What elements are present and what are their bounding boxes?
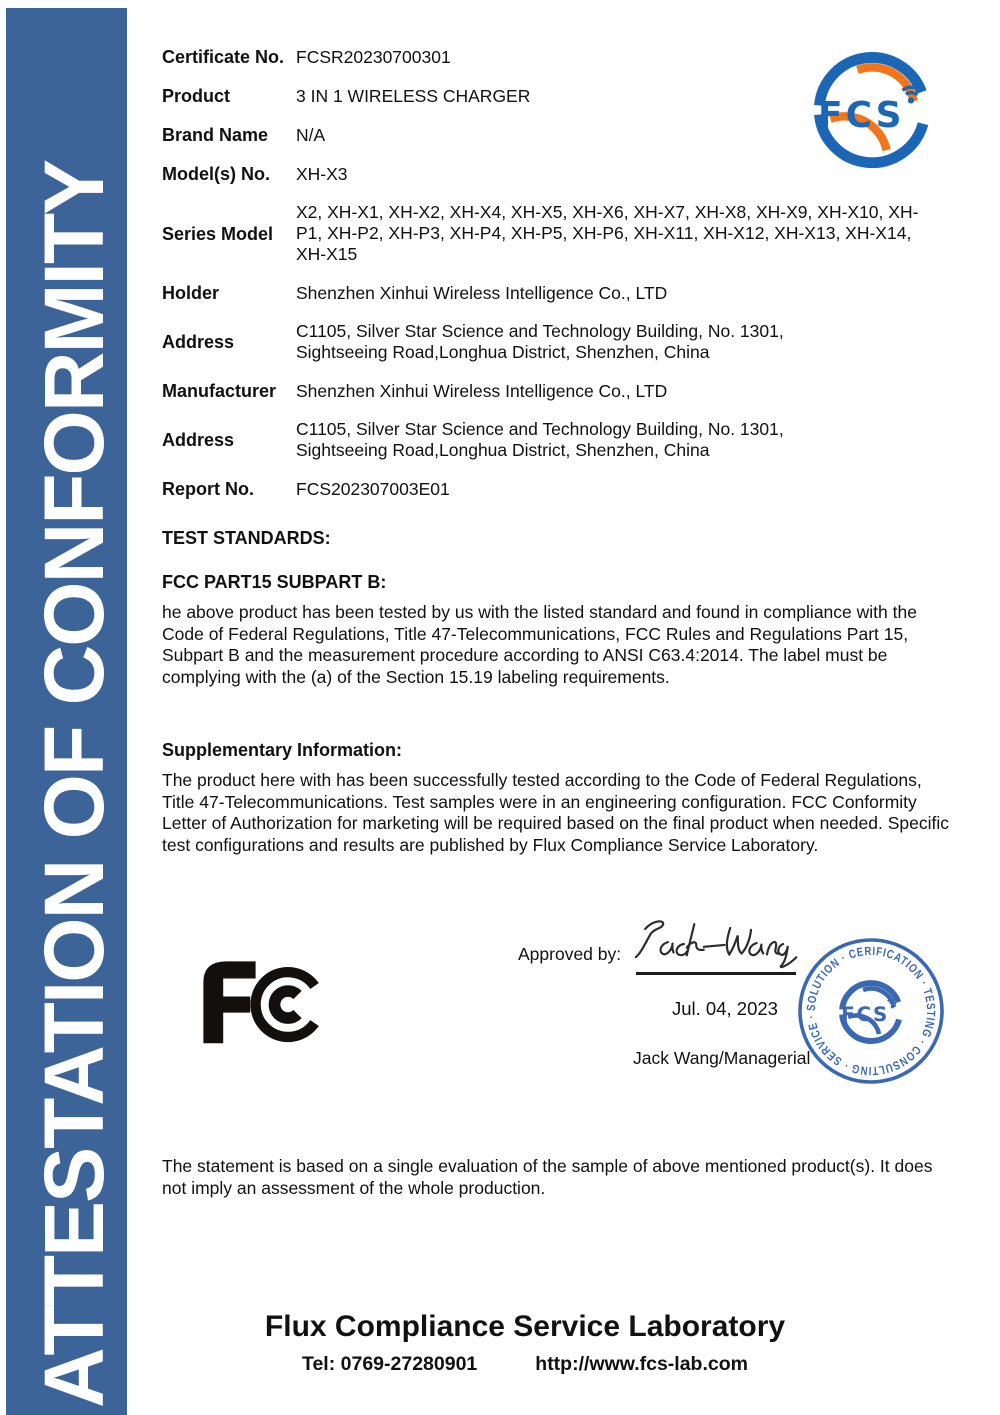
vertical-banner (6, 8, 127, 1415)
field-value: X2, XH-X1, XH-X2, XH-X4, XH-X5, XH-X6, XH-X7, XH-X8, XH-X9, XH-X10, XH-P1, XH-P2, XH-P3, XH-P4, XH-P5, XH-P6, XH-X11, XH-X12, XH-X13, XH-X14, XH-X15 (296, 202, 919, 264)
field-row-manufacturer (162, 380, 954, 402)
supplementary-heading: Supplementary Information: (162, 740, 403, 760)
seal-inner-logo (841, 983, 899, 1041)
field-label: Series Model (162, 223, 274, 244)
footer-contact (130, 1353, 920, 1376)
field-row-holder (162, 282, 954, 304)
field-value: XH-X3 (296, 163, 348, 184)
field-label: Holder (162, 283, 220, 303)
footer-tel: Tel: 0769-27280901 (302, 1353, 478, 1375)
field-value: Shenzhen Xinhui Wireless Intelligence Co., LTD (296, 380, 668, 401)
field-value: 3 IN 1 WIRELESS CHARGER (296, 85, 531, 106)
approval-date: Jul. 04, 2023 (672, 998, 778, 1019)
fcs-logo-letters: FCS (818, 94, 905, 136)
signature-line (636, 972, 796, 975)
field-value: C1105, Silver Star Science and Technology Building, No. 1301, Sightseeing Road,Longhua District, Shenzhen, China (296, 419, 784, 460)
field-label: Certificate No. (162, 47, 285, 67)
field-label: Product (162, 86, 231, 106)
field-row-product (162, 85, 954, 107)
fcc-part-heading: FCC PART15 SUBPART B: (162, 572, 387, 592)
signature (632, 916, 802, 972)
field-row-manufacturer-address (162, 419, 954, 461)
fcs-seal (796, 936, 946, 1086)
approved-by-label: Approved by: (518, 944, 622, 964)
seal-ring-text: SOLUTION · CERIFICATION · TESTING · CONSULTING · SERVICE · (803, 943, 939, 1079)
field-label: Brand Name (162, 125, 269, 145)
footer-company-name: Flux Compliance Service Laboratory (264, 1310, 786, 1343)
footer (130, 1310, 920, 1376)
field-value: FCS202307003E01 (296, 478, 450, 499)
closing-statement: The statement is based on a single evaluation of the sample of above mentioned product(s). It does not imply an assessment of the whole production. (162, 1156, 933, 1198)
field-value: C1105, Silver Star Science and Technology Building, No. 1301, Sightseeing Road,Longhua District, Shenzhen, China (296, 321, 784, 362)
seal-fcs-letters: FCS (841, 1003, 889, 1027)
field-row-certificate-no (162, 46, 954, 68)
field-value: N/A (296, 124, 326, 145)
field-label: Address (162, 430, 235, 450)
field-row-holder-address (162, 321, 954, 363)
signer-name: Jack Wang/Managerial (633, 1048, 811, 1068)
field-label: Model(s) No. (162, 164, 270, 184)
field-label: Address (162, 332, 235, 352)
footer-url: http://www.fcs-lab.com (535, 1353, 748, 1375)
sections (162, 528, 954, 856)
field-row-report-no (162, 478, 954, 500)
field-value: Shenzhen Xinhui Wireless Intelligence Co., LTD (296, 282, 668, 303)
fcc-logo (198, 952, 333, 1049)
certificate-fields (162, 46, 954, 517)
test-standards-heading: TEST STANDARDS: (162, 528, 331, 548)
supplementary-paragraph: The product here with has been successfully tested according to the Code of Federal Regulations, Title 47-Telecommunications. Test samples were in an engineering configuration. FCC Conformity Letter of Authorization for marketing will be required based on the final product when needed. Specific test configurations and results are published by Flux Compliance Service Laboratory. (162, 770, 950, 855)
field-row-model-no (162, 163, 954, 185)
test-standards-paragraph: he above product has been tested by us with the listed standard and found in compliance with the Code of Federal Regulations, Title 47-Telecommunications, FCC Rules and Regulations Part 15, Subpart B and the measurement procedure according to ANSI C63.4:2014. The label must be complying with the (a) of the Section 15.19 labeling requirements. (162, 602, 917, 687)
field-label: Manufacturer (162, 381, 277, 401)
field-value: FCSR20230700301 (296, 46, 451, 67)
field-row-series-model (162, 202, 954, 265)
banner-title: ATTESTATION OF CONFORMITY (27, 160, 121, 1408)
field-row-brand-name (162, 124, 954, 146)
field-label: Report No. (162, 479, 254, 499)
